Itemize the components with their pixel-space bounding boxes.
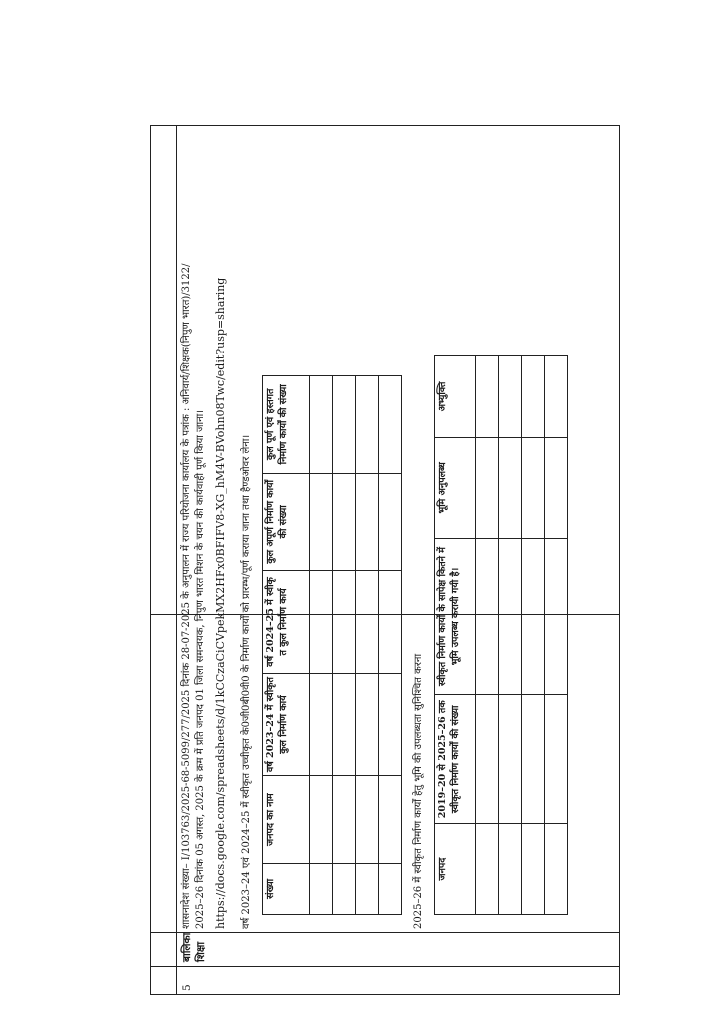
table-row bbox=[356, 376, 379, 915]
col-sanctioned-2023: वर्ष 2023–24 में स्वीकृत कुल निर्माण कार्य bbox=[263, 673, 310, 776]
instruction-line-1: शासनादेश संख्या– I/103763/2025-68-5099/277/2025 दिनांक 28-07-2025 के अनुपालन में राज्य परियोजना कार्यालय के पत्रांक : अनिवार्य/शिक्षक(निपुण भारत)/3122/ bbox=[181, 263, 192, 929]
col-district: जनपद bbox=[435, 824, 476, 915]
task-heading: वर्ष 2023–24 एवं 2024–25 में स्वीकृत उच्चीकृत के0जी0बी0वी0 के निर्माण कार्यों को प्रारम्भ/पूर्ण कराया जाना तथा हैण्डओवर लेना। bbox=[241, 434, 252, 929]
col-sanctioned-count: 2019–20 से 2025–26 तक स्वीकृत निर्माण कार्यों की संख्या bbox=[435, 695, 476, 824]
table-row bbox=[499, 356, 522, 915]
col-sanctioned-2024: वर्ष 2024–25 में स्वीकृ त कुल निर्माण कार्य bbox=[263, 571, 310, 674]
col-remarks: अभ्युक्ति bbox=[435, 356, 476, 438]
col-land-available: स्वीकृत निर्माण कार्यों के सापेक्ष कितने में भूमि उपलब्ध करायी गयी है। bbox=[435, 538, 476, 695]
table-header-row bbox=[263, 376, 310, 915]
spreadsheet-link[interactable]: https://docs.google.com/spreadsheets/d/1kCCzaCiCVpekMX2HFx0BFIFV8-XG_hM4V-BVohn08Twc/edit?usp=sharing bbox=[214, 277, 227, 929]
row-divider bbox=[176, 125, 177, 995]
topic-label: बालिका शिक्षा bbox=[181, 932, 207, 962]
table-row bbox=[379, 376, 402, 915]
column-divider bbox=[150, 966, 620, 967]
table-row bbox=[333, 376, 356, 915]
instruction-line-2: 2025–26 दिनांक 05 अगस्त, 2025 के क्रम में प्रति जनपद 01 जिला समन्वयक, निपुण भारत मिशन के चयन की कार्यवाही पूर्ण किया जाना। bbox=[195, 409, 206, 929]
construction-table bbox=[262, 375, 402, 915]
land-heading: 2025–26 में स्वीकृत निर्माण कार्यों हेतु भूमि की उपलब्धता सुनिश्चित करना bbox=[413, 653, 424, 929]
column-divider bbox=[150, 932, 620, 933]
col-serial: संख्या bbox=[263, 863, 310, 914]
rotated-document-page bbox=[150, 125, 620, 995]
table-header-row bbox=[435, 356, 476, 915]
land-table bbox=[434, 355, 568, 915]
col-land-unavailable: भूमि अनुपलब्ध bbox=[435, 437, 476, 538]
table-row bbox=[310, 376, 333, 915]
col-district: जनपद का नाम bbox=[263, 776, 310, 863]
table-row bbox=[522, 356, 545, 915]
table-row bbox=[545, 356, 568, 915]
col-completed: कुल पूर्ण एवं हस्तगत निर्माण कार्यों की संख्या bbox=[263, 376, 310, 474]
col-incomplete: कुल अपूर्ण निर्माण कार्यों की संख्या bbox=[263, 473, 310, 571]
table-row bbox=[476, 356, 499, 915]
serial-number: 5 bbox=[181, 984, 193, 991]
